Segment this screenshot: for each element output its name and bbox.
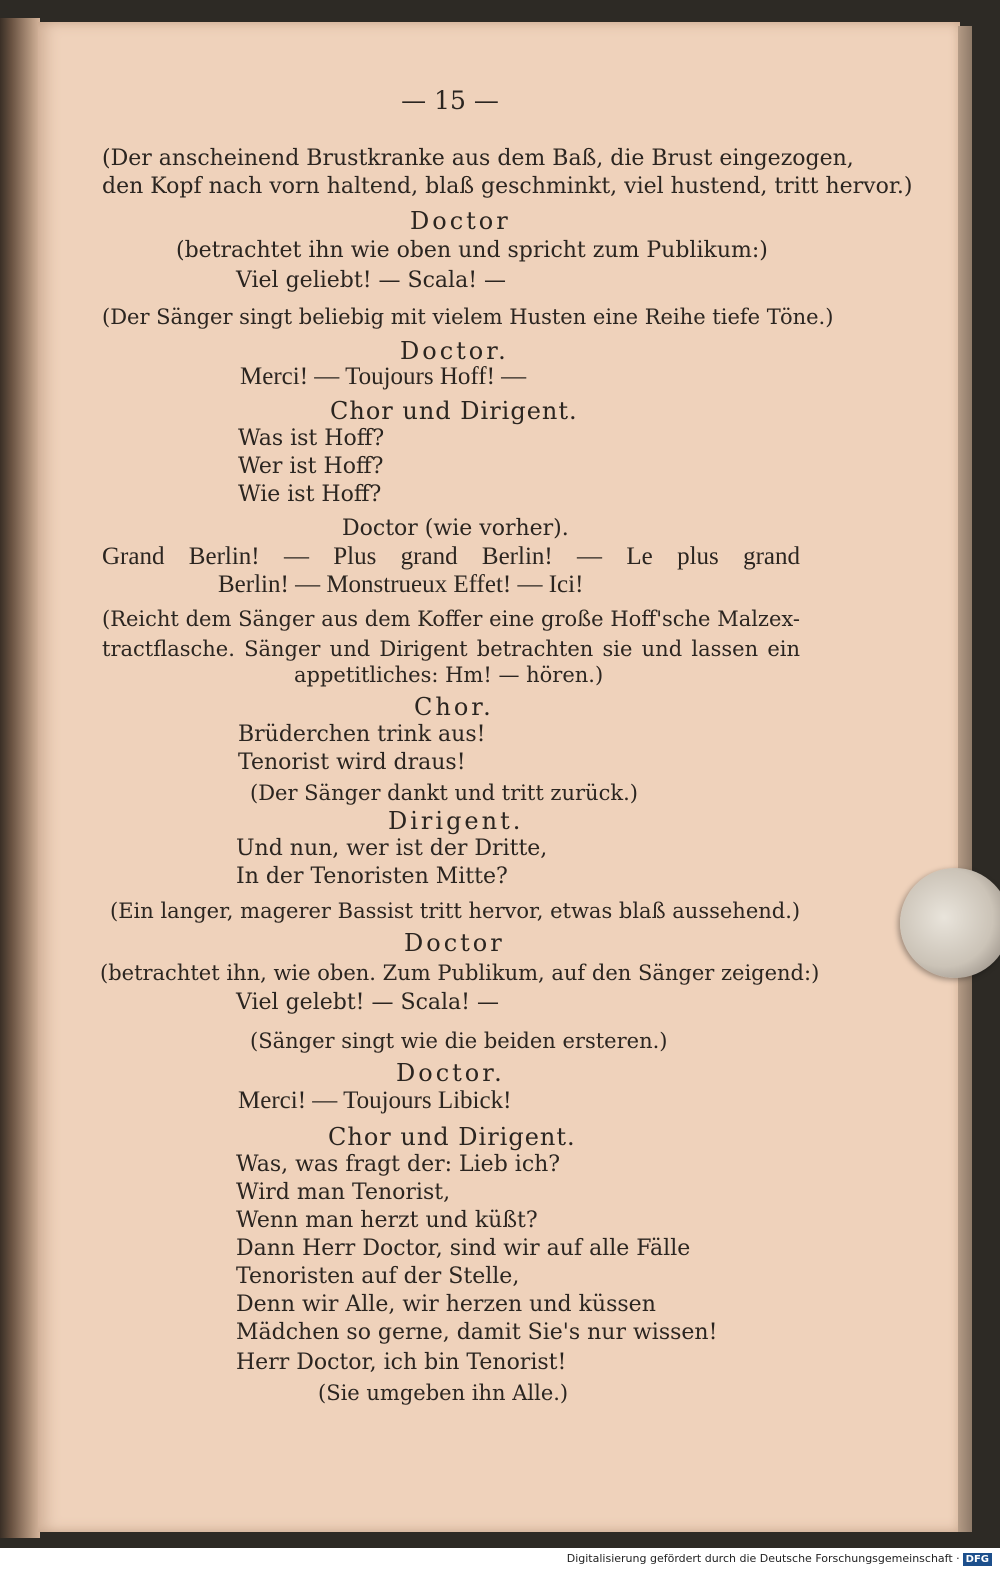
speaker-name: Doctor bbox=[410, 207, 511, 235]
verse-line: Berlin! — Monstrueux Effet! — Ici! bbox=[218, 571, 584, 598]
speaker-name: Dirigent. bbox=[388, 807, 524, 835]
stage-direction-line: (Sie umgeben ihn Alle.) bbox=[318, 1381, 569, 1405]
stage-direction-line: (Der Sänger singt beliebig mit vielem Husten eine Reihe tiefe Töne.) bbox=[102, 305, 834, 329]
page-clip bbox=[900, 868, 1000, 978]
verse-line: Wenn man herzt und küßt? bbox=[236, 1208, 538, 1233]
speaker-name: Chor und Dirigent. bbox=[328, 1123, 576, 1151]
verse-line: Brüderchen trink aus! bbox=[238, 722, 486, 747]
speaker-name: Doctor bbox=[404, 929, 505, 957]
verse-line: Mädchen so gerne, damit Sie's nur wissen! bbox=[236, 1320, 718, 1345]
speaker-name: Chor und Dirigent. bbox=[330, 397, 578, 425]
page-number: — 15 — bbox=[401, 86, 499, 115]
speaker-name: Doctor. bbox=[400, 337, 509, 365]
verse-line: Herr Doctor, ich bin Tenorist! bbox=[236, 1350, 567, 1375]
stage-direction-line: (Reicht dem Sänger aus dem Koffer eine große Hoff'sche Malzex- bbox=[102, 607, 800, 631]
stage-direction-line: tractflasche. Sänger und Dirigent betrachten sie und lassen ein bbox=[102, 637, 800, 661]
verse-line: Tenoristen auf der Stelle, bbox=[236, 1264, 520, 1289]
verse-line: Was ist Hoff? bbox=[238, 426, 385, 451]
speaker-name: Doctor. bbox=[396, 1059, 505, 1087]
stage-direction-line: (Ein langer, magerer Bassist tritt hervor, etwas blaß aussehend.) bbox=[110, 899, 801, 923]
stage-direction-line: (betrachtet ihn, wie oben. Zum Publikum, auf den Sänger zeigend:) bbox=[100, 961, 820, 985]
verse-line: Und nun, wer ist der Dritte, bbox=[236, 836, 548, 861]
page-stack-edge bbox=[958, 26, 972, 1532]
verse-line: Viel gelebt! — Scala! — bbox=[236, 990, 499, 1015]
verse-line: Grand Berlin! — Plus grand Berlin! — Le plus grand bbox=[102, 543, 800, 570]
funding-text: Digitalisierung gefördert durch die Deutsche Forschungsgemeinschaft · bbox=[566, 1552, 960, 1565]
verse-line: Dann Herr Doctor, sind wir auf alle Fälle bbox=[236, 1236, 691, 1261]
dfg-logo: DFG bbox=[963, 1553, 992, 1566]
verse-line: Was, was fragt der: Lieb ich? bbox=[236, 1152, 561, 1177]
book-spine-edge bbox=[0, 18, 40, 1538]
stage-direction-line: (betrachtet ihn wie oben und spricht zum Publikum:) bbox=[176, 238, 768, 263]
verse-line: Tenorist wird draus! bbox=[238, 750, 466, 775]
speaker-name: Chor. bbox=[414, 693, 494, 721]
verse-line: In der Tenoristen Mitte? bbox=[236, 864, 508, 889]
verse-line: Denn wir Alle, wir herzen und küssen bbox=[236, 1292, 656, 1317]
verse-line: Wird man Tenorist, bbox=[236, 1180, 451, 1205]
speaker-name: Doctor (wie vorher). bbox=[342, 516, 569, 541]
verse-line: Viel geliebt! — Scala! — bbox=[236, 268, 507, 293]
verse-line: Merci! — Toujours Libick! bbox=[238, 1087, 512, 1114]
stage-direction-line: appetitliches: Hm! — hören.) bbox=[294, 663, 604, 687]
funding-notice bbox=[567, 1552, 992, 1566]
verse-line: Merci! — Toujours Hoff! — bbox=[240, 363, 527, 390]
stage-direction-line: (Der anscheinend Brustkranke aus dem Baß, die Brust eingezogen, bbox=[102, 146, 854, 171]
verse-line: Wie ist Hoff? bbox=[238, 482, 382, 507]
stage-direction-line: den Kopf nach vorn haltend, blaß geschminkt, viel hustend, tritt hervor.) bbox=[102, 174, 913, 199]
stage-direction-line: (Sänger singt wie die beiden ersteren.) bbox=[250, 1029, 668, 1053]
stage-direction-line: (Der Sänger dankt und tritt zurück.) bbox=[250, 781, 638, 805]
verse-line: Wer ist Hoff? bbox=[238, 454, 384, 479]
